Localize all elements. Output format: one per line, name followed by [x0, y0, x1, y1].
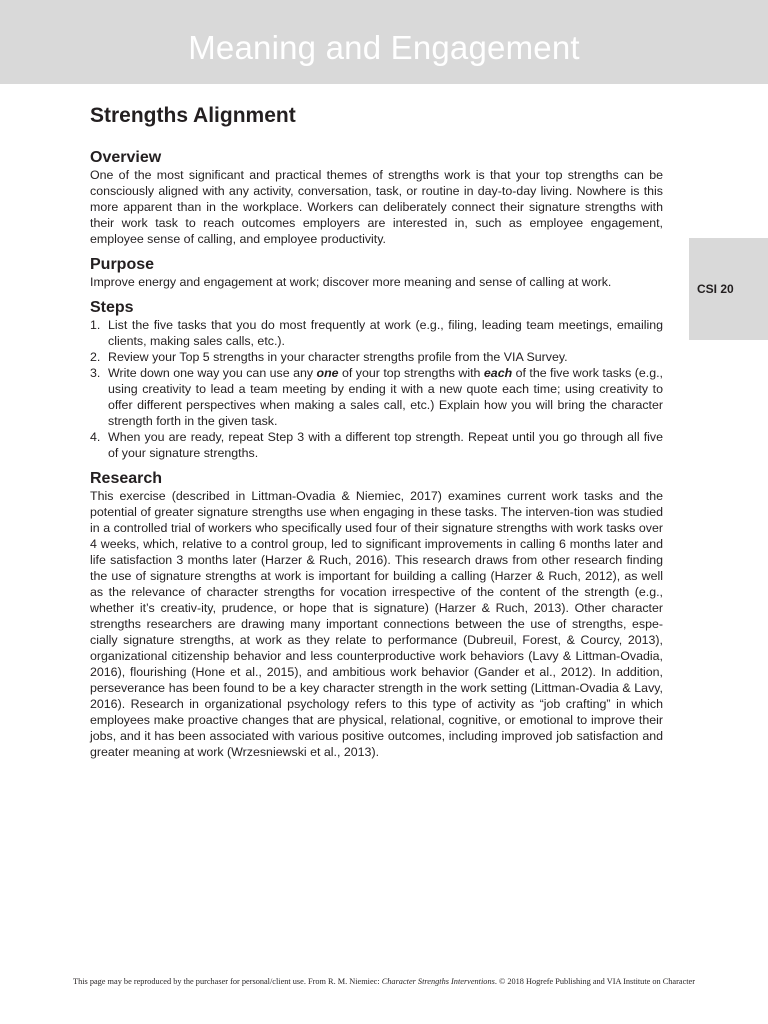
purpose-text: Improve energy and engagement at work; discover more meaning and sense of calling at work. [90, 275, 612, 289]
banner-title: Meaning and Engagement [188, 29, 580, 66]
main-content [90, 102, 663, 768]
step-number: 3. [90, 366, 101, 380]
step-emphasis-one: one [316, 366, 339, 380]
step-text-a: Write down one way you can use any [108, 366, 317, 380]
step-text: When you are ready, repeat Step 3 with a different top strength. Repeat until you go through all five of your signature strengths. [108, 430, 663, 460]
step-text-b: of your top strengths with [338, 366, 484, 380]
step-item-2 [90, 349, 663, 365]
overview-text: One of the most significant and practical themes of strengths work is that your top strengths can be consciously aligned with any activity, conversation, task, or routine in day-to-day living. Nowhere is this more apparent than in the workplace. Workers can deliberately connect their signature strengths with their work task to reach outcomes employers are interested in, such as employee engagement, employee sense of calling, and employee productivity. [90, 168, 663, 246]
steps-heading: Steps [90, 299, 134, 316]
step-number: 4. [90, 430, 101, 444]
step-text-c: of the five work tasks (e.g., using creativity to lead a team meeting by ending it with a new quote each time; using creativity to offer different perspectives when making a sales call, etc.) Explain how you will bring the character strength forth in the given task. [108, 366, 664, 428]
footer-book-title: Character Strengths Interventions [381, 977, 495, 986]
steps-list [90, 317, 663, 461]
purpose-heading: Purpose [90, 256, 155, 273]
step-item-1 [90, 317, 663, 349]
step-text: Review your Top 5 strengths in your character strengths profile from the VIA Survey. [108, 350, 568, 364]
side-tab-label: CSI 20 [697, 282, 734, 296]
overview-heading: Overview [90, 149, 162, 166]
step-number: 1. [90, 318, 101, 332]
step-item-3 [90, 365, 663, 429]
steps-section [90, 298, 663, 461]
overview-section [90, 148, 663, 247]
header-banner [0, 0, 768, 84]
page-title: Strengths Alignment [90, 104, 296, 127]
step-number: 2. [90, 350, 101, 364]
purpose-section [90, 255, 663, 290]
footer-text-b: . © 2018 Hogrefe Publishing and VIA Institute on Character [494, 977, 695, 986]
side-tab [689, 238, 768, 340]
footer-copyright [0, 976, 768, 988]
step-text: List the five tasks that you do most frequently at work (e.g., filing, leading team meetings, emailing clients, making sales calls, etc.). [108, 318, 663, 348]
step-emphasis-each: each [483, 366, 513, 380]
research-heading: Research [90, 470, 163, 487]
research-text: This exercise (described in Littman-Ovadia & Niemiec, 2017) examines current work tasks and the potential of greater signature strengths use when engaging in these tasks. The interven-tion was studied in a controlled trial of workers who specifically used four of their signature strengths with work tasks over 4 weeks, which, relative to a control group, led to significant improvements in calling 6 months later and life satisfaction 3 months later (Harzer & Ruch, 2016). This research draws from other research finding the use of signature strengths at work is important for building a calling (Harzer & Ruch, 2012), as well as the relevance of character strengths for vocation irrespective of the content of the strength (e.g., whether it’s creativ-ity, prudence, or hope that is signature) (Harzer & Ruch, 2013). Other character strengths researchers are drawing many important connections between the use of strengths, espe-cially signature strengths, at work as they relate to performance (Dubreuil, Forest, & Courcy, 2013), organizational citizenship behavior and less counterproductive work behaviors (Lavy & Littman-Ovadia, 2016), flourishing (Hone et al., 2015), and ambitious work behavior (Gander et al., 2012). In addition, perseverance has been found to be a key character strength in the work setting (Littman-Ovadia & Lavy, 2016). Research in organizational psychology refers to this type of activity as “job crafting” in which employees make proactive changes that are physical, relational, cognitive, or emotional to improve their jobs, and it has been associated with various positive outcomes, including improved job satisfaction and greater meaning at work (Wrzesniewski et al., 2013). [90, 489, 663, 759]
footer-text-a: This page may be reproduced by the purchaser for personal/client use. From R. M. Niemiec: [73, 977, 382, 986]
step-item-4 [90, 429, 663, 461]
research-section [90, 469, 663, 760]
